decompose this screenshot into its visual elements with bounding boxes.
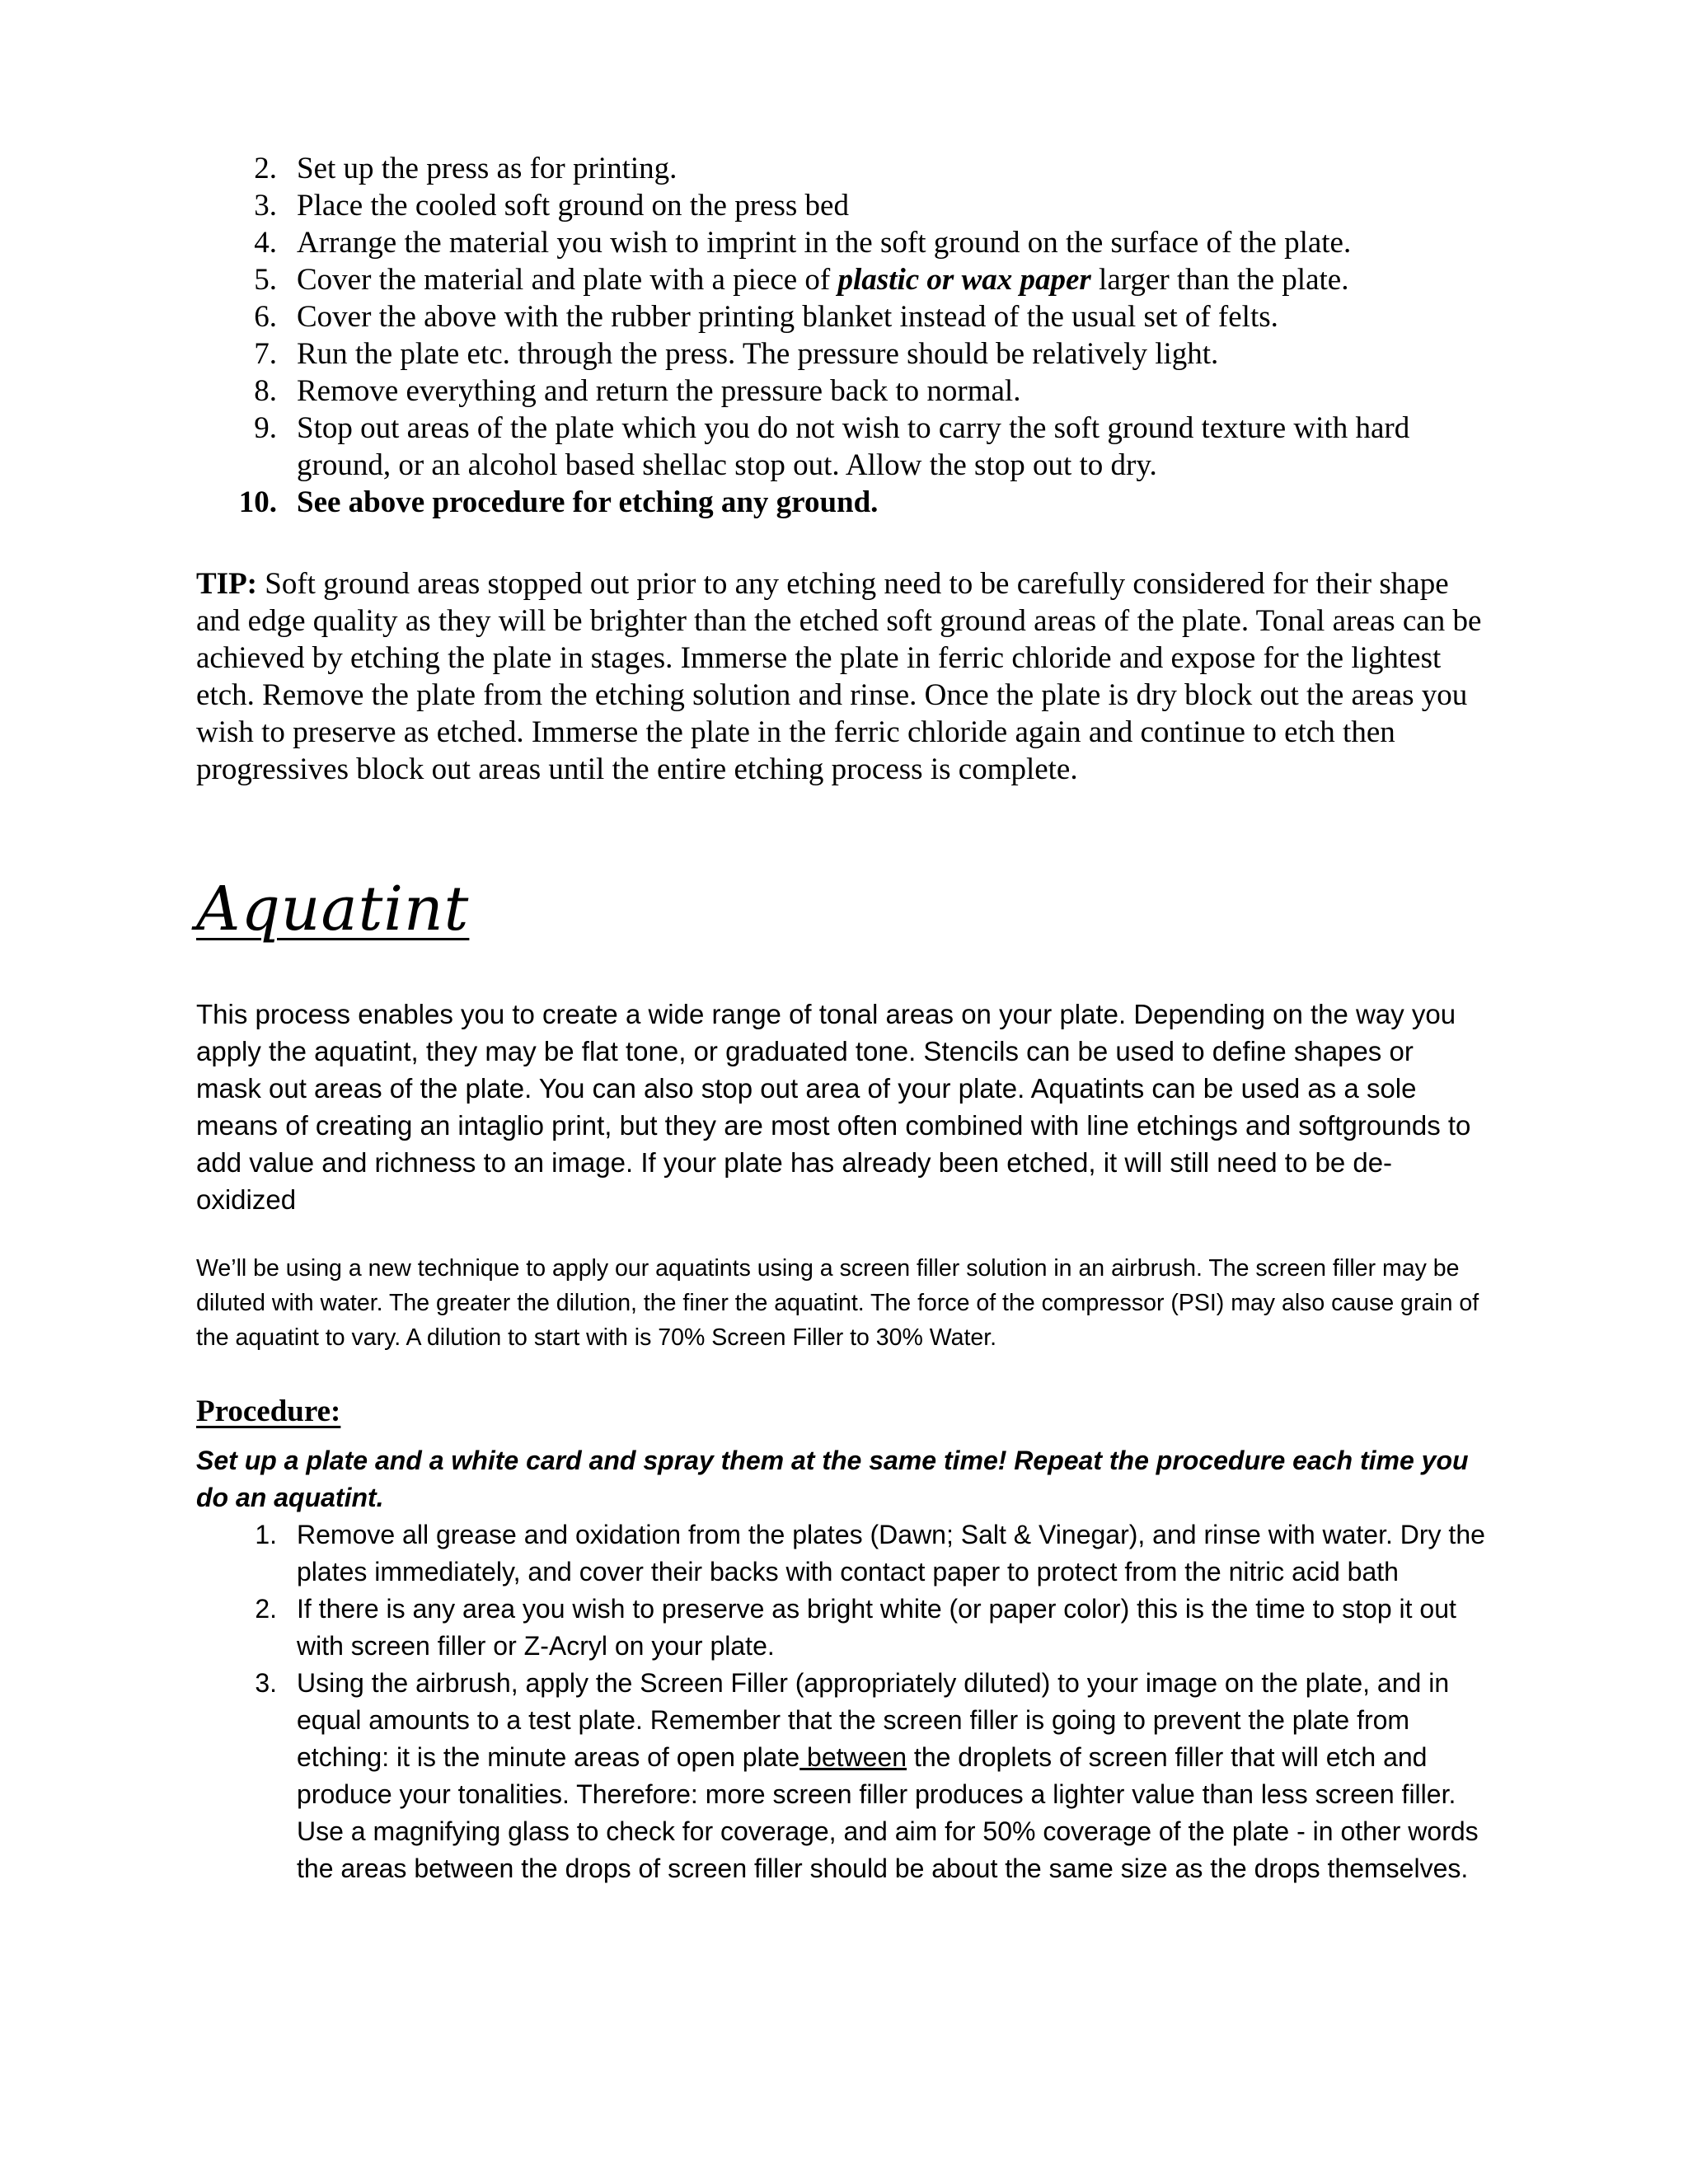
list-item: 10. See above procedure for etching any ground. bbox=[238, 485, 879, 519]
section-title: Aquatint bbox=[196, 874, 470, 944]
list-item: 2. If there is any area you wish to preserve as bright white (or paper color) this is the time to stop it out with screen filler or Z-Acryl on your plate. bbox=[255, 1594, 1456, 1661]
list-item: 3. Using the airbrush, apply the Screen Filler (appropriately diluted) to your image on the plate, and in equal amounts to a test plate. Remember that the screen filler is going to prevent the plate from etching: it is the minute areas of open plate between the droplets of screen filler that will etch and produce your tonalities. Therefore: more screen filler produces a lighter value than less screen filler. Use a magnifying glass to check for coverage, and aim for 50% coverage of the plate - in other words the areas between the drops of screen filler should be about the same size as the drops themselves. bbox=[255, 1668, 1479, 1883]
list-item: 3. Place the cooled soft ground on the press bed bbox=[254, 189, 849, 223]
underlined-word: between bbox=[799, 1742, 907, 1772]
aquatint-steps bbox=[196, 1516, 1490, 1887]
list-item: 4. Arrange the material you wish to imprint in the soft ground on the surface of the plate. bbox=[254, 226, 1352, 260]
list-item: 2. Set up the press as for printing. bbox=[254, 152, 678, 185]
emphasis-text: plastic or wax paper bbox=[837, 263, 1091, 297]
soft-ground-steps bbox=[196, 150, 1482, 521]
procedure-intro: Set up a plate and a white card and spray them at the same time! Repeat the procedure each time you do an aquatint. bbox=[196, 1446, 1469, 1512]
aquatint-technique-paragraph: We’ll be using a new technique to apply our aquatints using a screen filler solution in an airbrush. The screen filler may be diluted with water. The greater the dilution, the finer the aquatint. The force of the compressor (PSI) may also cause grain of the aquatint to vary. A dilution to start with is 70% Screen Filler to 30% Water. bbox=[196, 1255, 1479, 1351]
aquatint-intro-paragraph: This process enables you to create a wide range of tonal areas on your plate. Depending on the way you apply the aquatint, they may be flat tone, or graduated tone. Stencils can be used to define shapes or mask out areas of the plate. You can also stop out area of your plate. Aquatints can be used as a sole means of creating an intaglio print, but they are most often combined with line etchings and softgrounds to add value and richness to an image. If your plate has already been etched, it will still need to be de-oxidized bbox=[196, 999, 1471, 1215]
list-item: 8. Remove everything and return the pressure back to normal. bbox=[254, 374, 1021, 408]
list-item: 6. Cover the above with the rubber printing blanket instead of the usual set of felts. bbox=[254, 300, 1278, 334]
list-item: 5. Cover the material and plate with a piece of plastic or wax paper larger than the plate. bbox=[254, 263, 1349, 297]
tip-label: TIP: bbox=[196, 567, 257, 601]
list-item: 1. Remove all grease and oxidation from the plates (Dawn; Salt & Vinegar), and rinse with water. Dry the plates immediately, and cover their backs with contact paper to protect from the nitric acid bath bbox=[255, 1520, 1485, 1586]
procedure-heading: Procedure: bbox=[196, 1394, 341, 1428]
tip-paragraph: TIP: Soft ground areas stopped out prior to any etching need to be carefully considered for their shape and edge quality as they will be brighter than the etched soft ground areas of the plate. Tonal areas can be achieved by etching the plate in stages. Immerse the plate in ferric chloride and expose for the lightest etch. Remove the plate from the etching solution and rinse. Once the plate is dry block out the areas you wish to preserve as etched. Immerse the plate in the ferric chloride again and continue to etch then progressives block out areas until the entire etching process is complete. bbox=[196, 567, 1482, 786]
list-item: 7. Run the plate etc. through the press. The pressure should be relatively light. bbox=[254, 337, 1219, 371]
list-item: 9. Stop out areas of the plate which you do not wish to carry the soft ground texture with hard ground, or an alcohol based shellac stop out. Allow the stop out to dry. bbox=[254, 411, 1410, 482]
